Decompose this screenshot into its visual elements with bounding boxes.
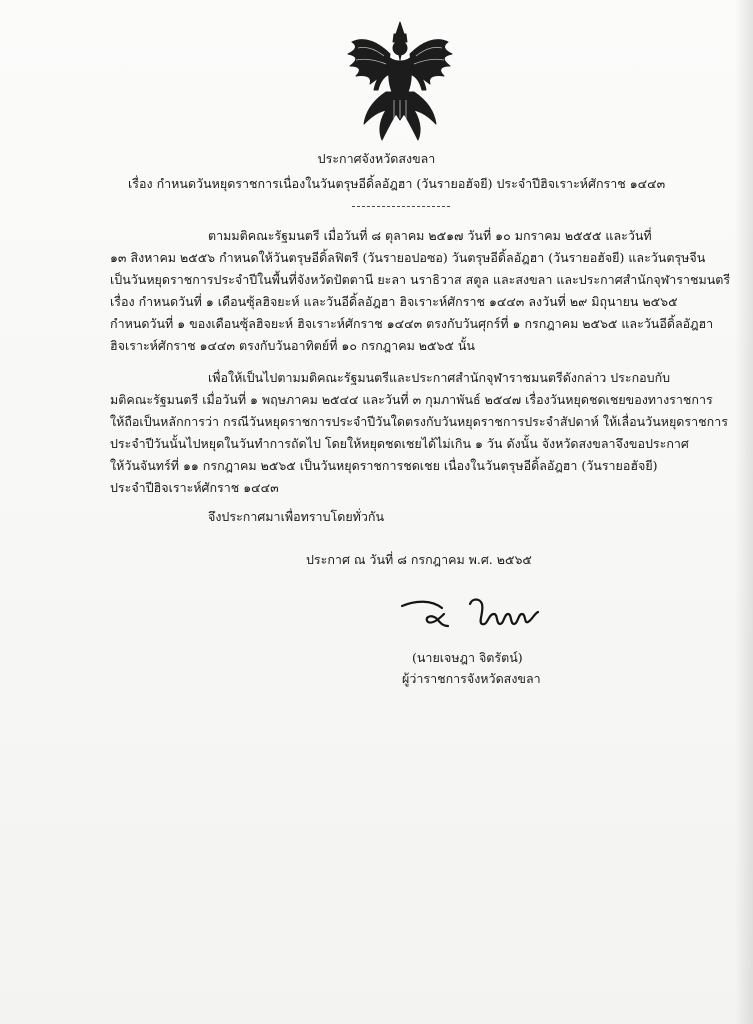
paragraph-line: ๑๓ สิงหาคม ๒๕๕๖ กำหนดให้วันตรุษอีดิ้ลฟิตรี (วันรายอปอซอ) วันตรุษอีดิ้ลอัฎฮา (วันรายอฮัจยี) และวันตรุษจีน: [110, 250, 706, 265]
page-title: ประกาศจังหวัดสงขลา: [317, 151, 436, 166]
signer-name: (นายเจษฎา จิตรัตน์): [412, 650, 523, 665]
title-divider: [352, 206, 450, 207]
signer-title: ผู้ว่าราชการจังหวัดสงขลา: [402, 671, 541, 686]
paragraph-line: ให้ถือเป็นหลักการว่า กรณีวันหยุดราชการประจำปีวันใดตรงกับวันหยุดราชการประจำสัปดาห์ ให้เลื่อนวันหยุดราชการ: [110, 414, 728, 429]
paragraph-line: กำหนดวันที่ ๑ ของเดือนซุ้ลฮิจยะห์ ฮิจเราะห์ศักราช ๑๔๔๓ ตรงกับวันศุกร์ที่ ๑ กรกฎาคม ๒๕๖๕ และวันอีดิ้ลอัฎฮา: [110, 316, 714, 331]
paragraph-line: จึงประกาศมาเพื่อทราบโดยทั่วกัน: [208, 509, 385, 524]
paragraph-2: [110, 367, 728, 499]
paragraph-line: เพื่อให้เป็นไปตามมติคณะรัฐมนตรีและประกาศสำนักจุฬาราชมนตรีดังกล่าว ประกอบกับ: [208, 370, 671, 385]
paragraph-line: มติคณะรัฐมนตรี เมื่อวันที่ ๑ พฤษภาคม ๒๕๔๔ และวันที่ ๓ กุมภาพันธ์ ๒๕๔๗ เรื่องวันหยุดชดเชยของทางราชการ: [110, 392, 713, 407]
paragraph-line: เรื่อง กำหนดวันที่ ๑ เดือนซุ้ลฮิจยะห์ และวันอีดิ้ลอัฎฮา ฮิจเราะห์ศักราช ๑๔๔๓ ลงวันที่ ๒๙ มิถุนายน ๒๕๖๕: [110, 294, 678, 309]
paragraph-line: เป็นวันหยุดราชการประจำปีในพื้นที่จังหวัดปัตตานี ยะลา นราธิวาส สตูล และสงขลา และประกาศสำนักจุฬาราชมนตรี: [110, 272, 731, 287]
handwritten-signature: [398, 588, 558, 636]
paragraph-line: ประจำปีฮิจเราะห์ศักราช ๑๔๔๓: [110, 480, 279, 495]
paragraph-3: [110, 506, 684, 528]
paragraph-line: ประจำปีวันนั้นไปหยุดในวันทำการถัดไป โดยให้หยุดชดเชยได้ไม่เกิน ๑ วัน ดังนั้น จังหวัดสงขลาจึงขอประกาศ: [110, 436, 689, 451]
garuda-emblem-icon: [344, 20, 456, 148]
paragraph-line: ให้วันจันทร์ที่ ๑๑ กรกฎาคม ๒๕๖๕ เป็นวันหยุดราชการชดเชย เนื่องในวันตรุษอีดิ้ลอัฎฮา (วันรายอฮัจยี): [110, 458, 658, 473]
paragraph-line: ฮิจเราะห์ศักราช ๑๔๔๓ ตรงกับวันอาทิตย์ที่ ๑๐ กรกฎาคม ๒๕๖๕ นั้น: [110, 338, 475, 353]
document-subject: เรื่อง กำหนดวันหยุดราชการเนื่องในวันตรุษอีดิ้ลอัฎฮา (วันรายอฮัจยี) ประจำปีฮิจเราะห์ศักราช ๑๔๔๓: [128, 176, 666, 191]
paragraph-1: [110, 225, 731, 357]
announce-date: ประกาศ ณ วันที่ ๘ กรกฎาคม พ.ศ. ๒๕๖๕: [306, 552, 532, 567]
paragraph-line: ตามมติคณะรัฐมนตรี เมื่อวันที่ ๘ ตุลาคม ๒๕๑๗ วันที่ ๑๐ มกราคม ๒๕๕๕ และวันที่: [208, 228, 652, 243]
